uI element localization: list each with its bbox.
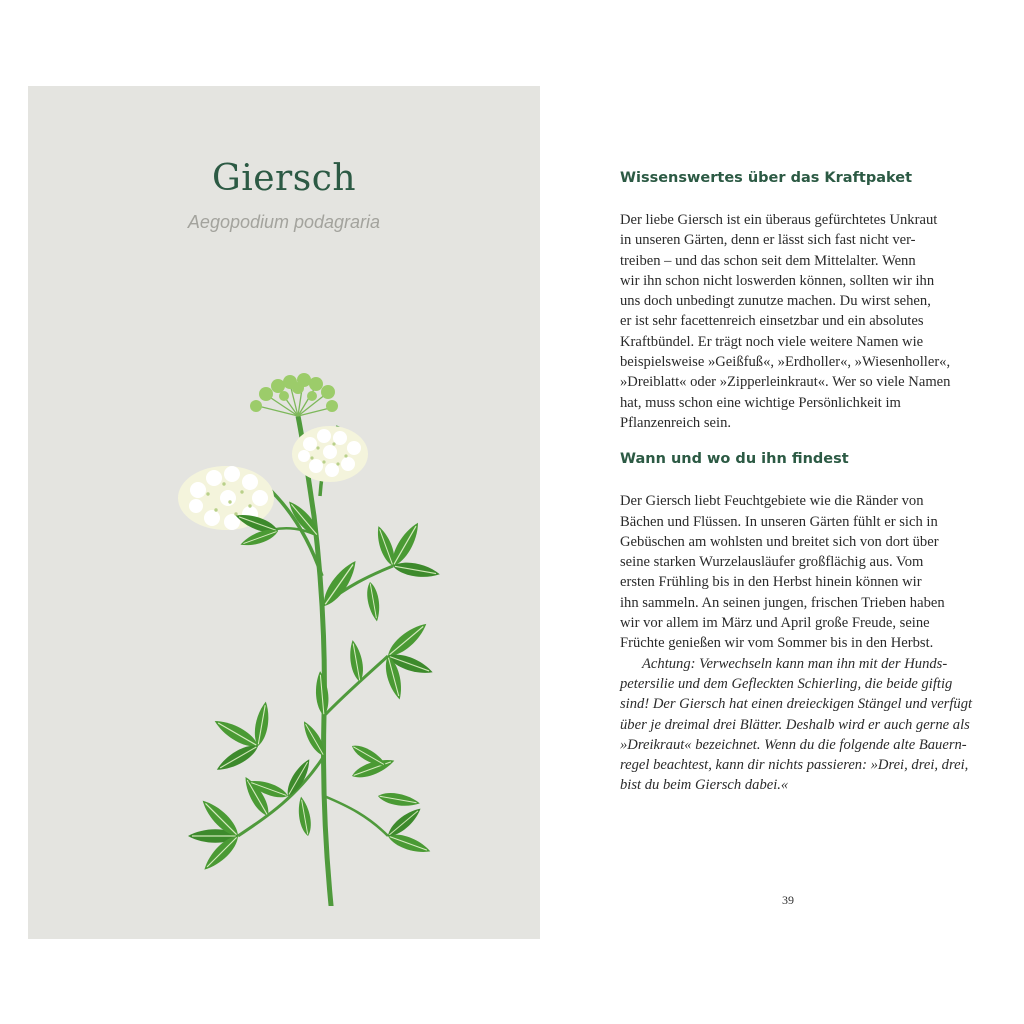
section-paragraph-location: Der Giersch liebt Feuchtgebiete wie die Ränder von Bächen und Flüssen. In unseren Gärten fühlt er sich in Gebüschen am wohlsten und breitet sich von dort über seine starken Wurzelausläufer großflächig aus. Vom ersten Frühling bis in den Herbst hinein können wir ihn sammeln. An seinen jungen, frischen Trieben haben wir vor allem im März und April große Freude, seine Früchte genießen wir vom Sommer bis in den Herbst. (620, 493, 945, 652)
ground-elder-plant-icon (138, 276, 458, 906)
warning-note: Achtung: Verwechseln kann man ihn mit der Hunds- petersilie und dem Gefleckten Schierling, die beide giftig sind! Der Giersch hat einen dreieckigen Stängel und verfügt über je dreimal drei Blätter. Deshalb wird er auch gerne als »Dreikraut« bezeichnet. Wenn du die folgende alte Bauern- regel beachtest, kann dir nichts passieren: »Drei, drei, drei, bist du beim Giersch dabei.« (620, 655, 973, 794)
section-paragraph-facts: Der liebe Giersch ist ein überaus gefürchtetes Unkraut in unseren Gärten, denn er lässt sich fast nicht ver- treiben – und das schon seit dem Mittelalter. Wenn wir ihn schon nicht loswerden können, sollten wir ihn uns doch unbedingt zunutze machen. Du wirst sehen, er ist sehr facettenreich einsetzbar und ein absolutes Kraftbündel. Er trägt noch viele weitere Namen wie beispielsweise »Geißfuß«, »Erdholler«, »Wiesenholler«, »Dreiblatt« oder »Zipperleinkraut«. Wer so viele Namen hat, muss schon eine wichtige Persönlichkeit im Pflanzenreich sein. (620, 212, 951, 431)
plant-latin-name: Aegopodium podagraria (187, 212, 381, 232)
section-heading-facts: Wissenswertes über das Kraftpaket (620, 170, 913, 186)
text-page (620, 170, 975, 796)
section-heading-location: Wann und wo du ihn findest (620, 451, 849, 468)
illustration-panel (28, 86, 540, 939)
page-number: 39 (782, 893, 794, 907)
plant-title: Giersch (211, 158, 357, 199)
